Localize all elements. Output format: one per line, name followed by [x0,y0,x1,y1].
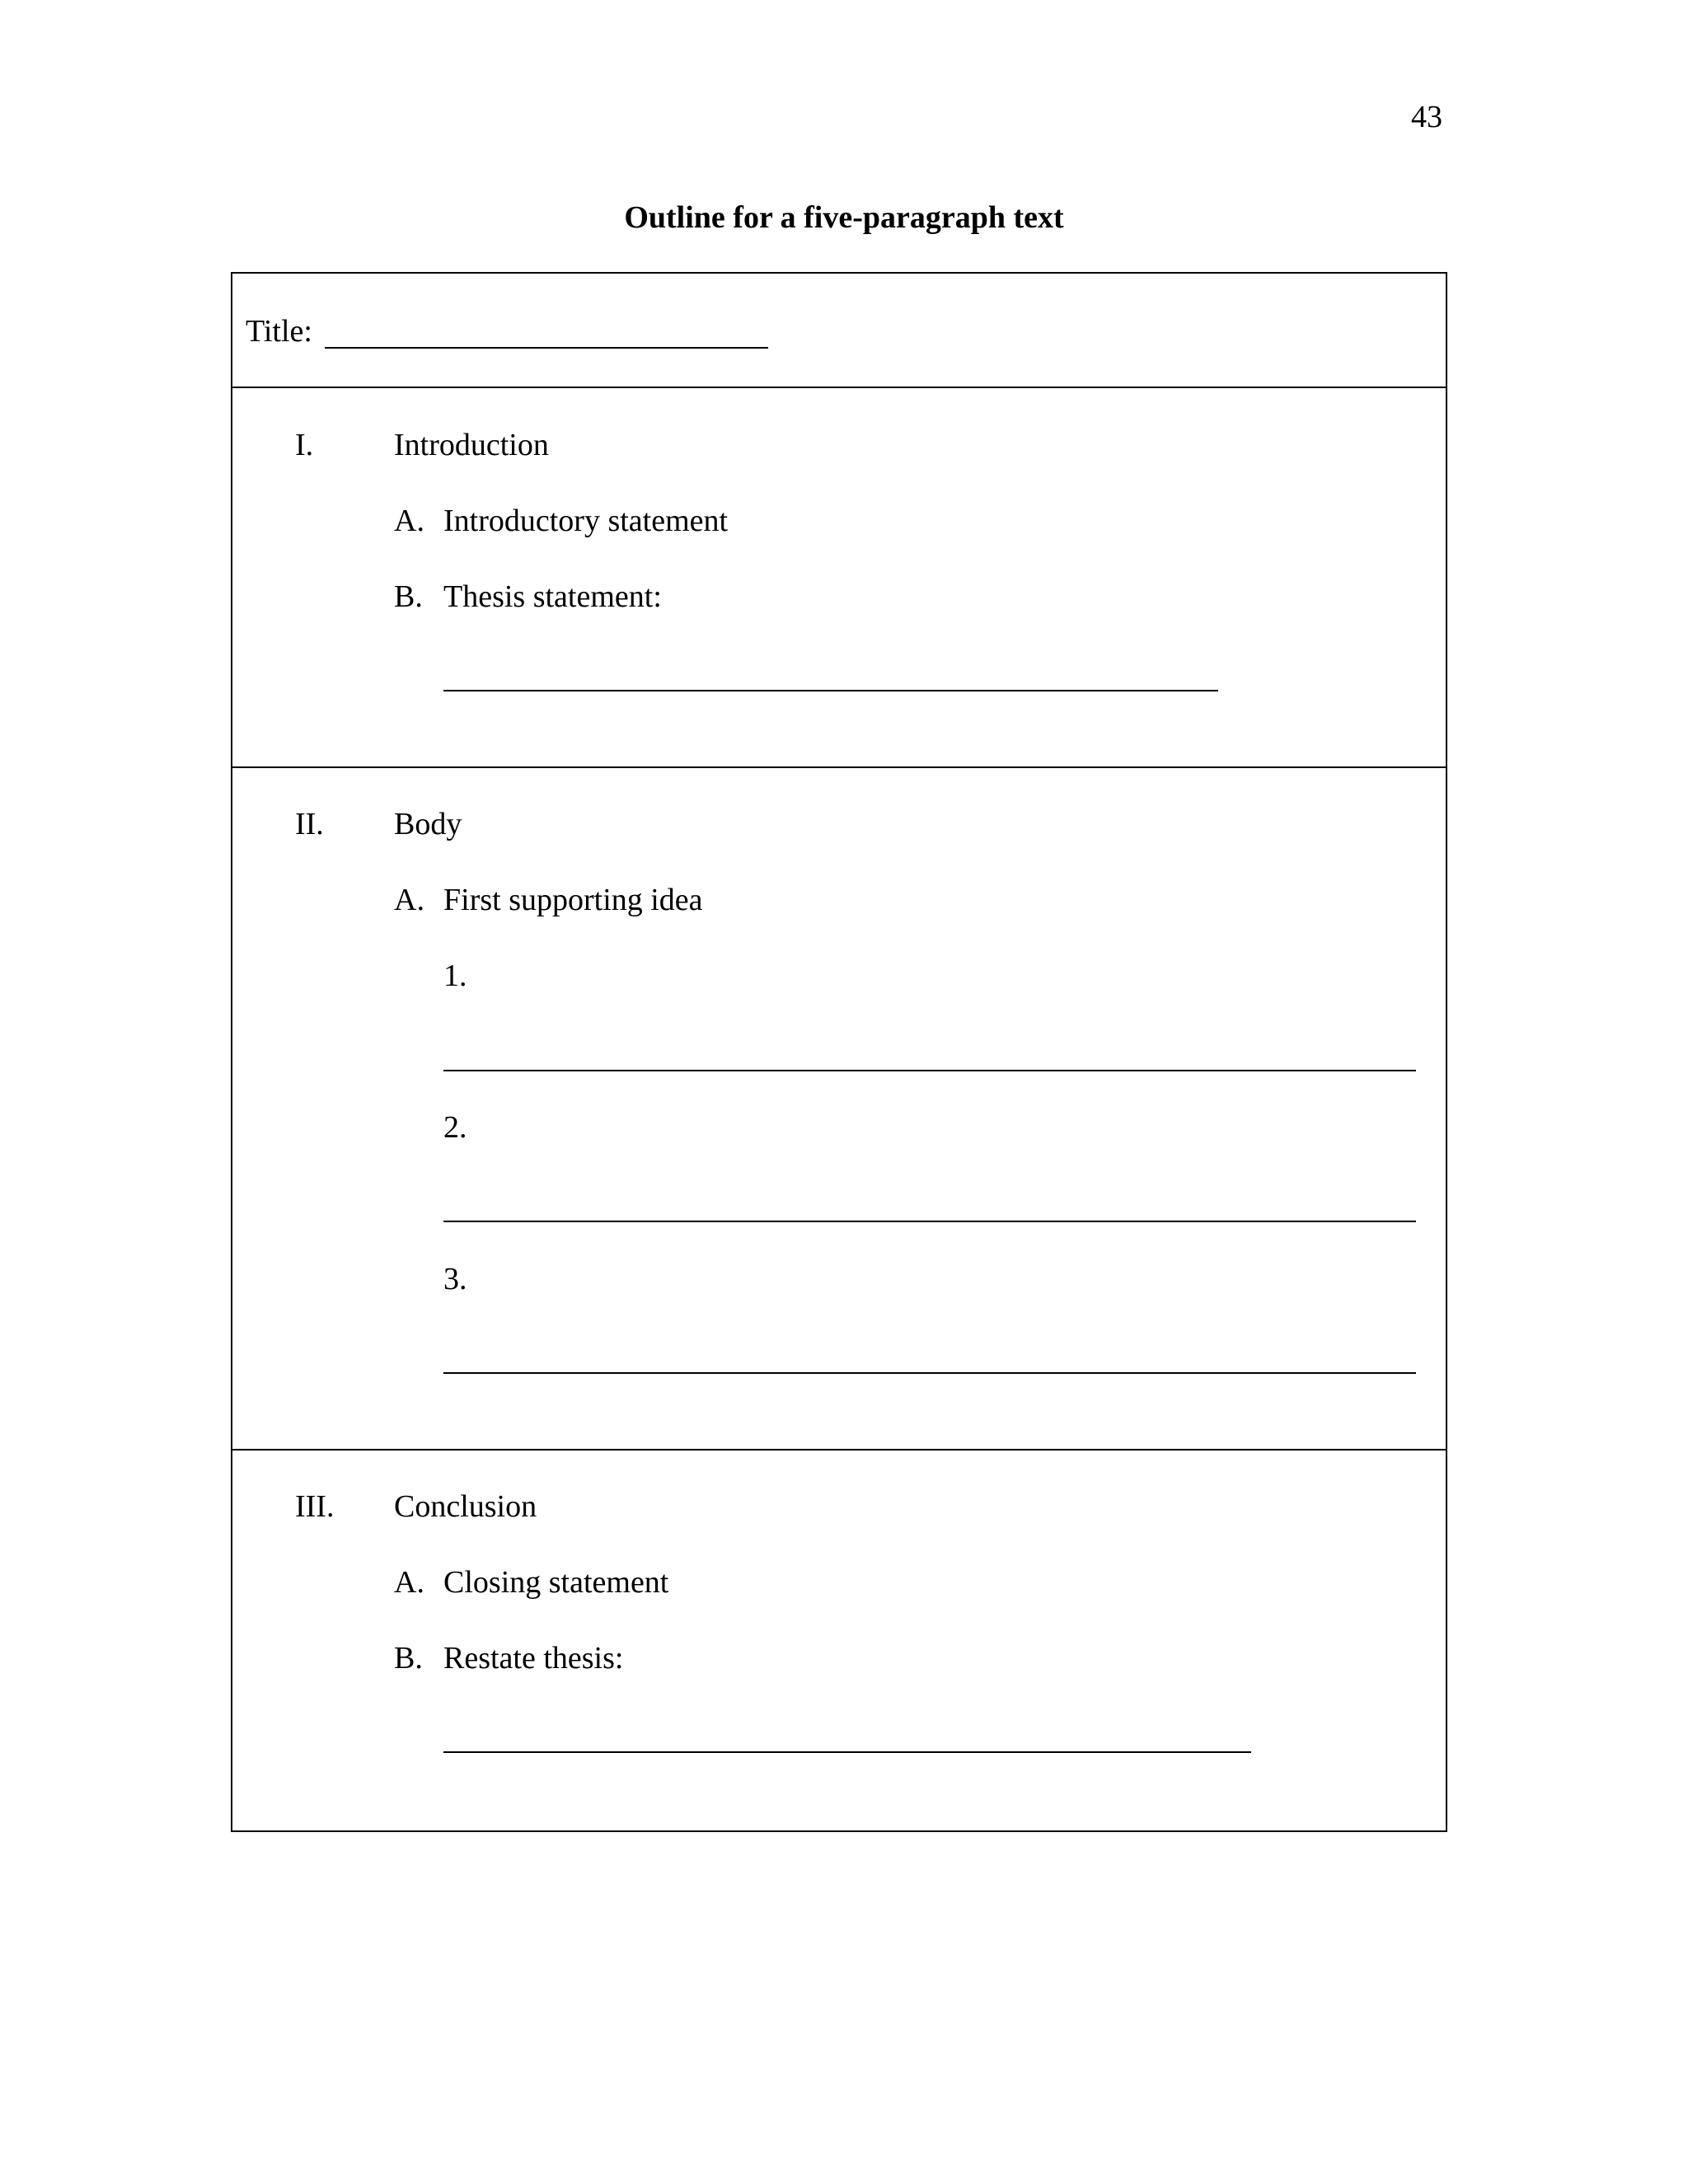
sub-item-2-blank-line[interactable] [443,1221,1416,1222]
intro-numeral: I. [295,428,314,462]
body-heading: Body [394,807,462,841]
conclusion-numeral: III. [295,1489,335,1524]
body-numeral: II. [295,807,324,841]
body-item-a-text: First supporting idea [443,883,703,917]
row-divider [232,387,1446,388]
conclusion-item-a-letter: A. [394,1565,424,1600]
intro-item-b-letter: B. [394,579,423,614]
body-sub-item-1: 1. [443,958,467,993]
conclusion-item-b-text: Restate thesis: [443,1641,624,1675]
intro-item-a-letter: A. [394,504,424,538]
title-blank-line[interactable] [325,347,768,349]
page-title: Outline for a five-paragraph text [624,200,1064,235]
sub-item-1-blank-line[interactable] [443,1070,1416,1071]
conclusion-item-b-letter: B. [394,1641,423,1675]
intro-item-b-text: Thesis statement: [443,579,662,614]
conclusion-heading: Conclusion [394,1489,537,1524]
body-item-a-letter: A. [394,883,424,917]
sub-item-3-blank-line[interactable] [443,1372,1416,1374]
intro-heading: Introduction [394,428,549,462]
restate-thesis-blank-line[interactable] [443,1751,1251,1753]
row-divider [232,1449,1446,1451]
row-divider [232,766,1446,768]
body-sub-item-3: 3. [443,1262,467,1296]
thesis-blank-line[interactable] [443,690,1218,691]
page-number: 43 [1411,100,1442,134]
intro-item-a-text: Introductory statement [443,504,729,538]
outline-table [231,272,1447,1832]
conclusion-item-a-text: Closing statement [443,1565,669,1600]
title-label: Title: [246,314,312,349]
body-sub-item-2: 2. [443,1110,467,1145]
